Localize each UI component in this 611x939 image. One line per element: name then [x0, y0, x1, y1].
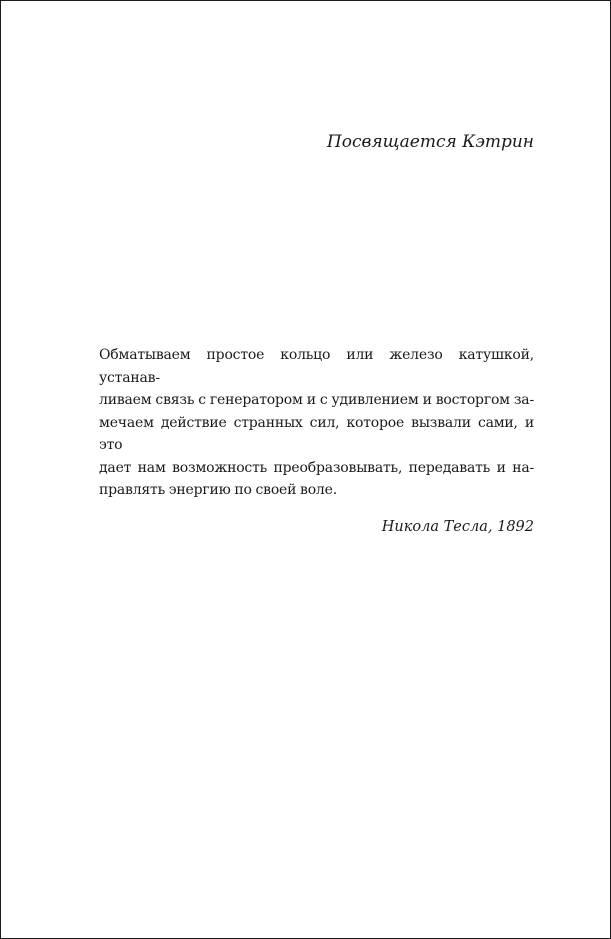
epigraph-line: правлять энергию по своей воле.	[99, 482, 337, 498]
epigraph-line: мечаем действие странных сил, которое вызвали сами, и это	[99, 414, 534, 453]
epigraph	[99, 344, 534, 538]
dedication: Посвящается Кэтрин	[326, 132, 534, 152]
epigraph-quote	[99, 344, 534, 502]
epigraph-line: ливаем связь с генератором и с удивлением и восторгом за-	[99, 392, 534, 408]
epigraph-line: Обматываем простое кольцо или железо катушкой, устанав-	[99, 347, 534, 386]
epigraph-attribution: Никола Тесла, 1892	[381, 518, 534, 535]
epigraph-line: дает нам возможность преобразовывать, передавать и на-	[99, 459, 534, 476]
